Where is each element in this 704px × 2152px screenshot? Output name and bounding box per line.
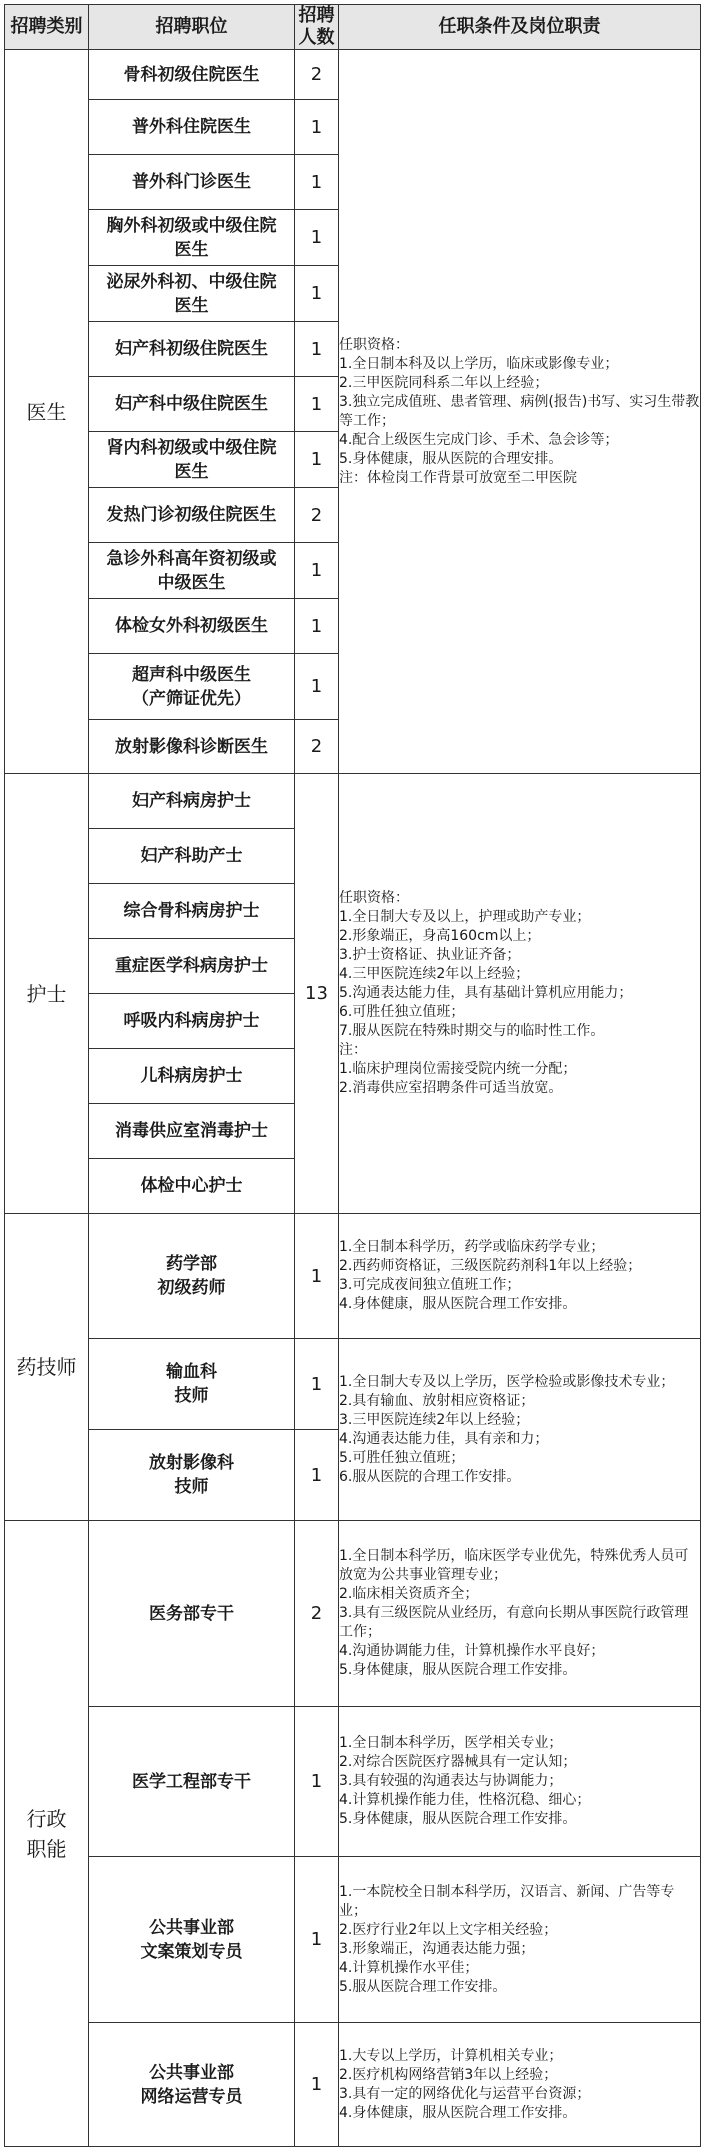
requirements-medical-affairs (339, 1521, 701, 1707)
requirement-line: 1.一本院校全日制本科学历，汉语言、新闻、广告等专业； (339, 1883, 675, 1919)
position-name (89, 720, 295, 774)
header-requirements: 任职条件及岗位职责 (339, 5, 701, 50)
position-name: 重症医学科病房护士 (89, 939, 295, 994)
requirement-line: 2.西药师资格证，三级医院药剂科1年以上经验； (339, 1258, 642, 1274)
position-text: 妇产科初级住院医生 (115, 339, 268, 359)
requirement-line: 1.全日制大专及以上，护理或助产专业； (339, 909, 591, 925)
position-count: 1 (295, 1214, 339, 1339)
position-name (89, 488, 295, 543)
position-text: 妇产科中级住院医生 (115, 394, 268, 414)
header-count-text: 招聘 人数 (298, 5, 335, 48)
header-count (295, 5, 339, 50)
table-row (5, 2023, 701, 2147)
position-name (89, 654, 295, 720)
position-text: 体检女外科初级医生 (115, 616, 268, 636)
position-count: 1 (295, 543, 339, 599)
position-text: 发热门诊初级住院医生 (106, 505, 277, 525)
requirement-line: 3.具有一定的网络优化与运营平台资源； (339, 2085, 591, 2102)
position-text: 药学部 初级药师 (157, 1254, 226, 1298)
position-text: 急诊外科高年资初级或 中级医生 (106, 548, 277, 593)
position-name (89, 1857, 295, 2023)
requirement-line: 4.身体健康，服从医院合理工作安排。 (339, 1296, 577, 1312)
position-count: 13 (295, 774, 339, 1214)
position-count: 2 (295, 50, 339, 100)
requirement-line: 4.沟通表达能力佳，具有亲和力； (339, 1430, 549, 1447)
requirements-pharmacy (339, 1214, 701, 1339)
position-name (89, 377, 295, 432)
requirement-line: 2.形象端正，身高160cm以上； (339, 928, 541, 944)
position-name: 妇产科病房护士 (89, 774, 295, 829)
position-count: 2 (295, 488, 339, 543)
requirement-line: 2.具有输血、放射相应资格证； (339, 1392, 535, 1409)
position-count: 1 (295, 1339, 339, 1430)
position-text: 骨科初级住院医生 (123, 64, 260, 85)
category-nurse: 护士 (5, 774, 89, 1214)
position-count: 1 (295, 377, 339, 432)
header-category: 招聘类别 (5, 5, 89, 50)
requirement-line: 2.临床相关资质齐全； (339, 1586, 479, 1602)
position-text: 公共事业部 文案策划专员 (140, 1917, 243, 1962)
position-name (89, 1430, 295, 1521)
requirement-line: 5.身体健康，服从医院的合理安排。 (339, 450, 563, 467)
requirement-line: 任职资格： (339, 890, 409, 906)
requirement-line: 6.服从医院的合理工作安排。 (339, 1468, 521, 1485)
position-count: 1 (295, 1430, 339, 1521)
table-row (5, 1707, 701, 1857)
requirement-line: 任职资格： (339, 336, 409, 353)
position-count: 2 (295, 1521, 339, 1707)
table-row (5, 1339, 701, 1430)
table-row (5, 1521, 701, 1707)
table-row (5, 1857, 701, 2023)
position-name (89, 210, 295, 266)
requirement-line: 3.护士资格证、执业证齐备； (339, 947, 521, 963)
requirements-engineering (339, 1707, 701, 1857)
position-name (89, 1339, 295, 1430)
table-row (5, 1214, 701, 1339)
requirement-line: 1.全日制本科学历，临床医学专业优先，特殊优秀人员可放宽为公共事业管理专业； (339, 1548, 689, 1583)
requirements-network-ops (339, 2023, 701, 2147)
position-name (89, 543, 295, 599)
position-text: 泌尿外科初、中级住院 医生 (106, 271, 277, 316)
position-name (89, 50, 295, 100)
position-count: 1 (295, 654, 339, 720)
position-name: 消毒供应室消毒护士 (89, 1104, 295, 1159)
position-name (89, 155, 295, 210)
position-name (89, 100, 295, 155)
requirements-doctor (339, 50, 701, 774)
requirement-line: 1.全日制本科学历，药学或临床药学专业； (339, 1239, 605, 1255)
requirement-line: 4.三甲医院连续2年以上经验； (339, 966, 530, 982)
position-count: 1 (295, 599, 339, 654)
requirement-line: 4.计算机操作水平佳； (339, 1959, 479, 1976)
position-name: 体检中心护士 (89, 1159, 295, 1214)
position-count: 1 (295, 266, 339, 322)
requirement-line: 2.三甲医院同科系二年以上经验； (339, 374, 549, 391)
position-text: 放射影像科诊断医生 (115, 736, 268, 757)
requirement-line: 6.可胜任独立值班； (339, 1004, 465, 1020)
header-row (5, 5, 701, 50)
requirement-line: 4.计算机操作能力佳，性格沉稳、细心； (339, 1792, 591, 1808)
requirement-line: 注：体检岗工作背景可放宽至二甲医院 (339, 469, 577, 486)
position-text: 放射影像科 技师 (149, 1453, 234, 1497)
position-name (89, 1214, 295, 1339)
requirement-line: 2.消毒供应室招聘条件可适当放宽。 (339, 1080, 563, 1096)
position-text: 医务部专干 (149, 1603, 234, 1624)
table-row (5, 50, 701, 100)
position-name (89, 599, 295, 654)
requirement-line: 5.服从医院合理工作安排。 (339, 1978, 507, 1995)
requirement-line: 5.身体健康，服从医院合理工作安排。 (339, 1811, 577, 1827)
requirement-line: 1.临床护理岗位需接受院内统一分配； (339, 1061, 577, 1077)
requirement-line: 3.三甲医院连续2年以上经验； (339, 1411, 530, 1428)
position-text: 超声科中级医生 （产筛证优先） (132, 664, 251, 709)
requirement-line: 5.沟通表达能力佳，具有基础计算机应用能力； (339, 985, 633, 1001)
position-name (89, 2023, 295, 2147)
requirements-nurse (339, 774, 701, 1214)
requirement-line: 3.形象端正，沟通表达能力强； (339, 1940, 535, 1957)
position-count: 1 (295, 322, 339, 377)
position-name: 儿科病房护士 (89, 1049, 295, 1104)
requirement-line: 2.对综合医院医疗器械具有一定认知； (339, 1754, 577, 1770)
position-name (89, 266, 295, 322)
position-text: 公共事业部 网络运营专员 (140, 2062, 243, 2107)
position-count: 1 (295, 100, 339, 155)
position-count: 1 (295, 2023, 339, 2147)
position-text: 普外科门诊医生 (132, 172, 251, 192)
requirement-line: 4.身体健康，服从医院合理工作安排。 (339, 2104, 577, 2121)
category-doctor: 医生 (5, 50, 89, 774)
header-position: 招聘职位 (89, 5, 295, 50)
position-name: 综合骨科病房护士 (89, 884, 295, 939)
requirement-line: 1.全日制本科及以上学历，临床或影像专业； (339, 355, 619, 372)
category-admin-text: 行政 职能 (26, 1806, 67, 1861)
category-admin (5, 1521, 89, 2147)
position-name (89, 1707, 295, 1857)
requirement-line: 1.全日制本科学历，医学相关专业； (339, 1735, 563, 1751)
requirement-line: 5.可胜任独立值班； (339, 1449, 465, 1466)
position-text: 肾内科初级或中级住院 医生 (106, 437, 277, 482)
position-name (89, 322, 295, 377)
position-count: 1 (295, 210, 339, 266)
recruitment-table (4, 4, 701, 2147)
position-text: 输血科 技师 (166, 1362, 217, 1406)
position-count: 1 (295, 155, 339, 210)
position-count: 1 (295, 1857, 339, 2023)
position-text: 普外科住院医生 (132, 117, 251, 137)
requirement-line: 2.医疗机构网络营销3年以上经验； (339, 2066, 558, 2083)
requirement-line: 1.大专以上学历，计算机相关专业； (339, 2047, 563, 2064)
position-count: 2 (295, 720, 339, 774)
position-count: 1 (295, 432, 339, 488)
position-name (89, 1521, 295, 1707)
position-text: 胸外科初级或中级住院 医生 (106, 215, 277, 260)
requirement-line: 4.沟通协调能力佳，计算机操作水平良好； (339, 1643, 605, 1659)
position-count: 1 (295, 1707, 339, 1857)
position-name (89, 432, 295, 488)
requirement-line: 7.服从医院在特殊时期交与的临时性工作。 (339, 1023, 605, 1039)
requirement-line: 注： (339, 1042, 367, 1058)
requirement-line: 3.具有较强的沟通表达与协调能力； (339, 1773, 563, 1789)
requirement-line: 3.具有三级医院从业经历，有意向长期从事医院行政管理工作； (339, 1605, 689, 1640)
requirement-line: 5.身体健康，服从医院合理工作安排。 (339, 1662, 577, 1678)
position-name: 呼吸内科病房护士 (89, 994, 295, 1049)
requirement-line: 3.独立完成值班、患者管理、病例(报告)书写、实习生带教等工作； (339, 393, 700, 429)
requirements-technician (339, 1339, 701, 1521)
requirement-line: 1.全日制大专及以上学历，医学检验或影像技术专业； (339, 1373, 675, 1390)
requirement-line: 3.可完成夜间独立值班工作； (339, 1277, 521, 1293)
requirement-line: 2.医疗行业2年以上文字相关经验； (339, 1921, 558, 1938)
position-text: 医学工程部专干 (132, 1771, 251, 1792)
category-pharmacist: 药技师 (5, 1214, 89, 1521)
requirement-line: 4.配合上级医生完成门诊、手术、急会诊等； (339, 431, 619, 448)
requirements-copywriting (339, 1857, 701, 2023)
table-row (5, 774, 701, 829)
position-name: 妇产科助产士 (89, 829, 295, 884)
